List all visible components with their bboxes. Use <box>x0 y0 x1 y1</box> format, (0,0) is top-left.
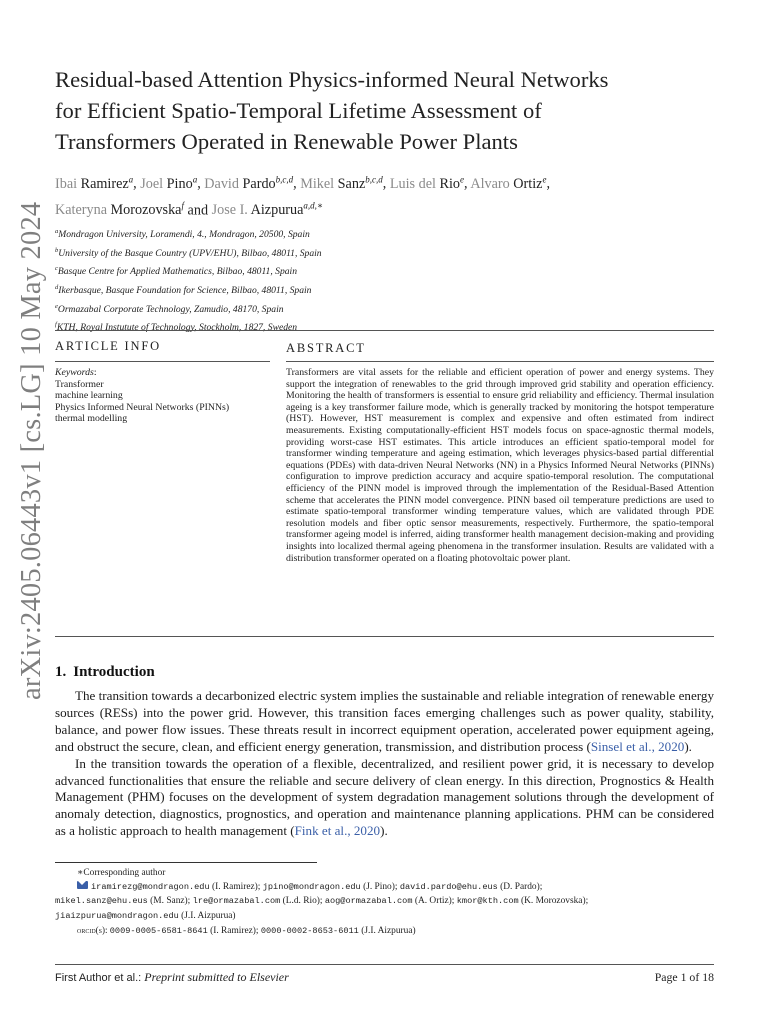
affiliation-text: KTH, Royal Instutute of Technology, Stockholm, 1827, Sweden <box>56 322 298 334</box>
affiliation-text: Mondragon University, Loramendi, 4., Mondragon, 20500, Spain <box>58 229 310 241</box>
affiliation <box>55 261 715 280</box>
author-family-name: Pardo <box>242 175 276 192</box>
keyword: Physics Informed Neural Networks (PINNs) <box>55 401 230 413</box>
section-number: 1. <box>55 664 67 680</box>
author-family-name: Aizpurua <box>250 202 304 219</box>
keyword: thermal modelling <box>55 413 128 425</box>
orcid-label: orcid(s): <box>77 924 110 935</box>
title-line: Transformers Operated in Renewable Power Plants <box>55 129 518 154</box>
affiliation-mark: e <box>55 302 58 310</box>
top-divider <box>55 330 714 331</box>
affiliation-text: Basque Centre for Applied Mathematics, Bilbao, 48011, Spain <box>57 266 297 278</box>
author-affiliation-mark: e <box>460 174 465 184</box>
author-given-name: Ibai <box>55 175 81 192</box>
email-owner: (J. Pino); <box>360 882 400 893</box>
affiliation-mark: d <box>55 284 59 292</box>
email-owner: (K. Morozovska); <box>518 896 589 907</box>
introduction-body <box>55 688 714 840</box>
affiliation <box>55 317 715 336</box>
author-given-name: Jose I. <box>211 202 251 219</box>
email-line <box>55 894 715 908</box>
abstract-text: Transformers are vital assets for the reliable and efficient operation of power and energy systems. They support the integration of renewables to the grid through improved grid stability and operation efficiency. Monitoring the health of transformers is essential to ensure grid reliability and efficiency. Thermal insulation ageing is a key transformer failure mode, which is generally tracked by monitoring the hotspot temperature (HST). However, HST measurement is complex and expensive and often estimated from indirect measurements. Existing computationally-efficient HST models focus on space-agnostic thermal models, providing worst-case HST estimates. This article introduces an efficient spatio-temporal model for transformer winding temperature and ageing estimation, which leverages physics-based partial differential equations (PDEs) with data-driven Neural Networks (NN) in a Physics Informed Neural Networks (PINNs) configuration to improve prediction accuracy and acquire spatio-temporal resolution. The computational efficiency of the PINN model is improved through the implementation of the Residual-Based Attention scheme that accelerates the PINN model convergence. PINN based oil temperature predictions are used to estimate spatio-temporal transformer winding temperature values, which are validated through PDE resolution models and fiber optic sensor measurements, respectively. Furthermore, the spatio-temporal transformer ageing model is inferred, aiding transformer health management decision-making and providing insights into localized thermal ageing phenomena in the transformer insulation. Results are validated with a distribution transformer operated on a floating photovoltaic power plant. <box>286 367 714 564</box>
affiliation-list <box>55 224 715 336</box>
abstract-divider <box>286 361 714 362</box>
citation-link[interactable]: Fink et al., 2020 <box>294 823 381 839</box>
author-family-name: Rio <box>439 175 461 192</box>
affiliation <box>55 299 715 318</box>
orcid-owner: (J.I. Aizpurua) <box>358 925 416 936</box>
article-info-divider <box>55 361 270 362</box>
author-family-name: Ramirez <box>80 175 129 192</box>
author-given-name: Joel <box>140 175 167 192</box>
affiliation <box>55 224 715 243</box>
email-address[interactable]: mikel.sanz@ehu.eus <box>55 896 148 907</box>
affiliation <box>55 280 715 299</box>
abstract-heading: ABSTRACT <box>286 341 366 355</box>
author-affiliation-mark: b,c,d <box>365 174 383 184</box>
email-owner: (L.d. Rio); <box>280 896 325 907</box>
email-address[interactable]: aog@ormazabal.com <box>324 896 413 907</box>
paragraph <box>55 756 714 841</box>
author-family-name: Morozovska <box>110 202 182 219</box>
footer-divider <box>55 964 714 965</box>
author <box>204 176 293 192</box>
email-line <box>55 880 715 894</box>
email-address[interactable]: kmor@kth.com <box>456 896 519 907</box>
email-owner: (M. Sanz); <box>147 896 193 907</box>
citation-link[interactable]: Sinsel et al., 2020 <box>590 738 685 754</box>
author <box>140 176 197 192</box>
affiliation-text: University of the Basque Country (UPV/EHU), Bilbao, 48011, Spain <box>58 247 322 259</box>
footer-author: First Author et al.: <box>55 972 142 984</box>
affiliation-mark: c <box>55 265 58 273</box>
keywords-label: Keywords: <box>55 367 97 378</box>
author-affiliation-mark: e <box>542 174 547 184</box>
section-heading <box>55 664 155 681</box>
paragraph-text: In the transition towards the operation of a flexible, decentralized, and resilient power grid, it is necessary to develop advanced functionalities that ensure the reliable and secure delivery of clean energy. In this direction, Prognostics & Health Management (PHM) focuses on the development of system degradation management solutions through the development of anomaly detection, diagnostics, prognostics, and operation and maintenance planning applications. PHM can be considered as a holistic approach to health management ( <box>55 755 714 839</box>
author <box>470 176 546 192</box>
paragraph <box>55 688 714 756</box>
email-owner: (A. Ortiz); <box>412 896 457 907</box>
section-title: Introduction <box>73 664 155 680</box>
keyword: Transformer <box>55 378 104 390</box>
author-family-name: Ortiz <box>513 175 543 192</box>
title-line: Residual-based Attention Physics-informed Neural Networks <box>55 67 609 92</box>
footer-note: Preprint submitted to Elsevier <box>144 970 289 984</box>
keywords-block <box>55 367 270 425</box>
author-affiliation-mark: f <box>181 200 184 211</box>
paragraph-text: ). <box>380 823 388 839</box>
email-address[interactable]: lre@ormazabal.com <box>192 896 281 907</box>
author <box>212 202 323 218</box>
affiliation-mark: b <box>55 246 59 254</box>
email-line <box>55 909 715 923</box>
author-given-name: Mikel <box>300 175 338 192</box>
author-joiner: and <box>187 202 209 219</box>
orcid-list <box>55 923 715 938</box>
paper-title <box>55 64 715 157</box>
author-affiliation-mark: a <box>192 174 198 184</box>
email-address[interactable]: david.pardo@ehu.eus <box>399 882 498 893</box>
corresponding-author-note: ∗Corresponding author <box>77 868 166 878</box>
page-number: Page 1 of 18 <box>654 970 714 984</box>
orcid-owner: (I. Ramirez); <box>207 925 261 936</box>
author-affiliation-mark: a,d,∗ <box>303 200 324 211</box>
author-given-name: Kateryna <box>55 202 111 219</box>
footer-left <box>55 970 289 985</box>
author-given-name: Luis del <box>389 175 440 192</box>
footnotes <box>55 866 715 938</box>
author <box>300 176 383 192</box>
footnote-divider <box>55 862 317 863</box>
orcid-id[interactable]: 0009-0005-6581-8641 <box>109 925 208 936</box>
author <box>55 202 184 218</box>
author-affiliation-mark: b,c,d <box>275 174 294 184</box>
article-info-heading: ARTICLE INFO <box>55 339 161 353</box>
affiliation-text: Ormazabal Corporate Technology, Zamudio, 48170, Spain <box>57 303 284 315</box>
orcid-id[interactable]: 0000-0002-8653-6011 <box>260 925 359 936</box>
email-list <box>55 880 715 923</box>
author-affiliation-mark: a <box>128 174 134 184</box>
email-owner: (D. Pardo); <box>497 882 543 893</box>
email-address[interactable]: iramirezg@mondragon.edu <box>91 882 210 893</box>
title-line: for Efficient Spatio-Temporal Lifetime Assessment of <box>55 98 542 123</box>
paragraph-text: The transition towards a decarbonized electric system implies the sustainable and reliable integration of renewable energy sources (RESs) into the power grid. However, this transition faces emerging challenges such as power quality, stability, balance, and power flow issues. These threats result in incorrect equipment operation, accelerated power equipment ageing, and obstruct the secure, clean, and efficient energy generation, transmission, and distribution process ( <box>55 688 714 754</box>
paragraph-text: ). <box>684 738 692 754</box>
author <box>390 176 464 192</box>
affiliation-text: Ikerbasque, Basque Foundation for Science, Bilbao, 48011, Spain <box>58 285 312 297</box>
author-family-name: Sanz <box>337 175 366 192</box>
affiliation-mark: f <box>55 321 57 329</box>
author <box>55 176 133 192</box>
email-owner: (I. Ramirez); <box>209 882 263 893</box>
author-family-name: Pino <box>166 175 193 192</box>
affiliation-mark: a <box>55 228 59 235</box>
arxiv-side-identifier: arXiv:2405.06443v1 [cs.LG] 10 May 2024 <box>16 201 47 700</box>
abstract-bottom-divider <box>55 636 714 637</box>
email-address[interactable]: jiaizpurua@mondragon.edu <box>55 910 179 921</box>
email-owner: (J.I. Aizpurua) <box>178 910 236 921</box>
mail-icon <box>77 881 88 889</box>
author-list: Ibai Ramirez$^a$, Joel Pino$^a$, David Pardo$^{b,c,d}$, Mikel Sanz$^{b,c,d}$, Luis del Rio$^e$, Alvaro Ortiz$^e$, Kateryna Morozovska$^f$ and Jose I. Aizpurua$^{a,d,∗}$ <box>55 174 550 219</box>
author-given-name: David <box>204 175 243 192</box>
email-address[interactable]: jpino@mondragon.edu <box>262 882 361 893</box>
affiliation <box>55 243 715 262</box>
author-given-name: Alvaro <box>470 175 514 192</box>
keyword: machine learning <box>55 390 123 402</box>
